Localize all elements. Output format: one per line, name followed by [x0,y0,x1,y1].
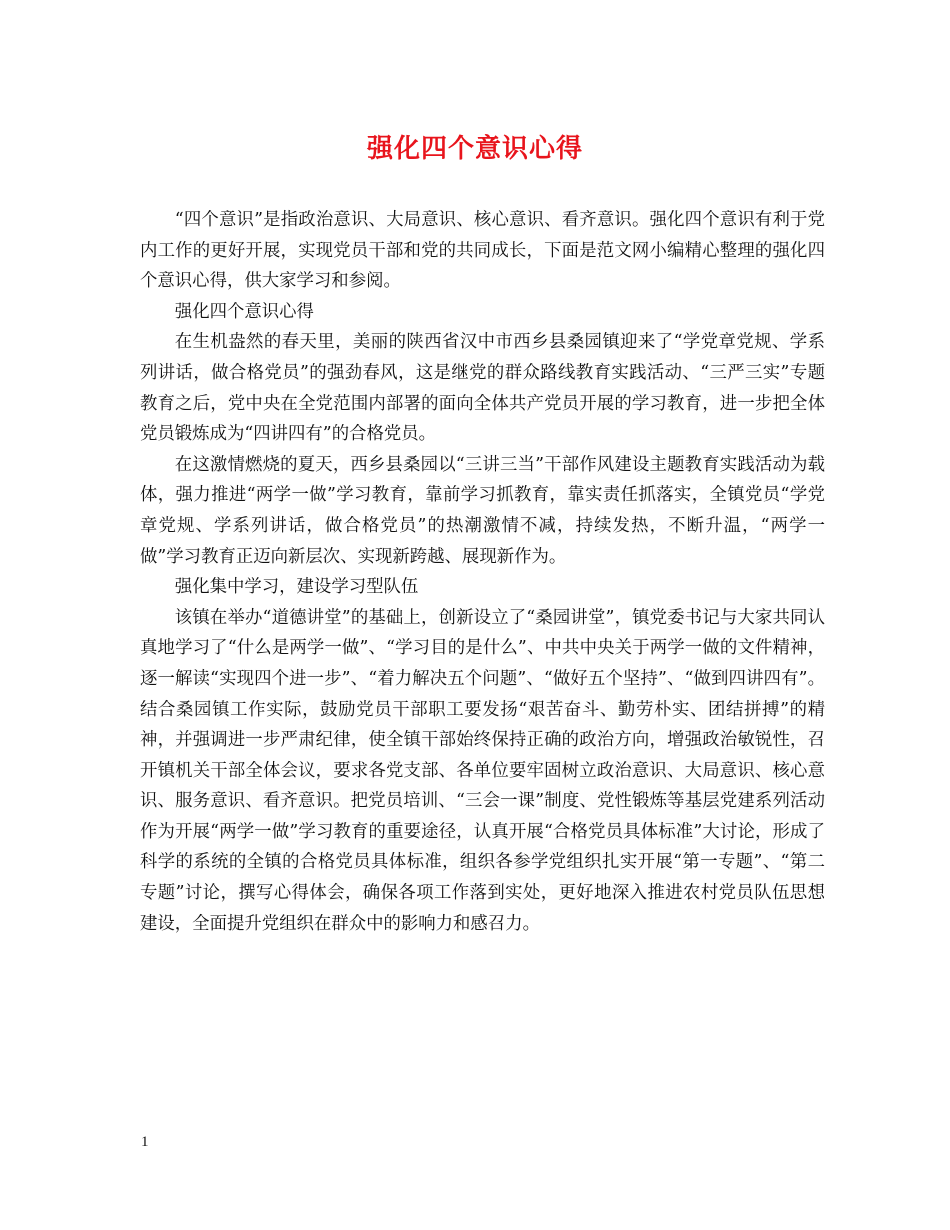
body-paragraph: 在生机盎然的春天里，美丽的陕西省汉中市西乡县桑园镇迎来了“学党章党规、学系列讲话，做合格党员”的强劲春风，这是继党的群众路线教育实践活动、“三严三实”专题教育之后，党中央在全党范围内部署的面向全体共产党员开展的学习教育，进一步把全体党员锻炼成为“四讲四有”的合格党员。 [140,332,825,445]
body-paragraph: 该镇在举办“道德讲堂”的基础上，创新设立了“桑园讲堂”，镇党委书记与大家共同认真地学习了“什么是两学一做”、“学习目的是什么”、中共中央关于两学一做的文件精神，逐一解读“实现四个进一步”、“着力解决五个问题”、“做好五个坚持”、“做到四讲四有”。结合桑园镇工作实际，鼓励党员干部职工要发扬“艰苦奋斗、勤劳朴实、团结拼搏”的精神，并强调进一步严肃纪律，使全镇干部始终保持正确的政治方向，增强政治敏锐性，召开镇机关干部全体会议，要求各党支部、各单位要牢固树立政治意识、大局意识、核心意识、服务意识、看齐意识。把党员培训、“三会一课”制度、党性锻炼等基层党建系列活动作为开展“两学一做”学习教育的重要途径，认真开展“合格党员具体标准”大讨论，形成了科学的系统的全镇的合格党员具体标准，组织各参学党组织扎实开展“第一专题”、“第二专题”讨论，撰写心得体会，确保各项工作落到实处，更好地深入推进农村党员队伍思想建设，全面提升党组织在群众中的影响力和感召力。 [140,607,825,934]
page-number: 1 [141,1134,149,1150]
page-title: 强化四个意识心得 [366,134,583,164]
intro-paragraph: “四个意识”是指政治意识、大局意识、核心意识、看齐意识。强化四个意识有利于党内工作的更好开展，实现党员干部和党的共同成长，下面是范文网小编精心整理的强化四个意识心得，供大家学习和参阅。 [140,210,825,292]
body-paragraph: 在这激情燃烧的夏天，西乡县桑园以“三讲三当”干部作风建设主题教育实践活动为载体，强力推进“两学一做”学习教育，靠前学习抓教育，靠实责任抓落实，全镇党员“学党章党规、学系列讲话，做合格党员”的热潮激情不减，持续发热，不断升温，“两学一做”学习教育正迈向新层次、实现新跨越、展现新作为。 [140,454,825,567]
section-heading: 强化集中学习，建设学习型队伍 [174,577,419,598]
document-body [140,205,825,939]
section-heading: 强化四个意识心得 [174,301,314,322]
